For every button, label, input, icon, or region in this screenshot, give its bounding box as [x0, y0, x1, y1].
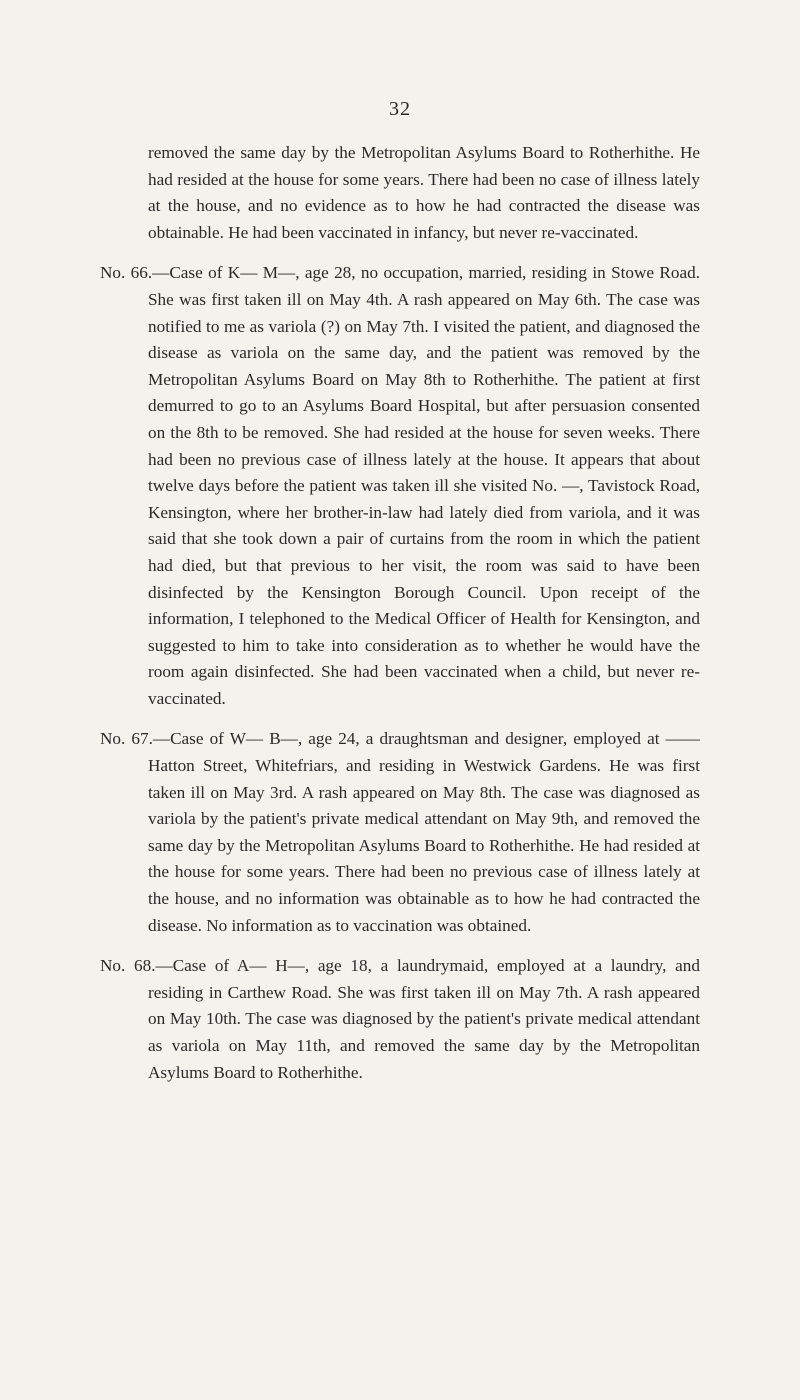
- paragraph-continuation: removed the same day by the Metropolitan Asylums Board to Rotherhithe. He had resided at the house for some years. There had been no case of illness lately at the house, and no evidence as to how he had contracted the disease was obtainable. He had been vaccinated in infancy, but never re-vaccinated.: [148, 143, 700, 242]
- page-number: 32: [389, 98, 411, 120]
- paragraph-case-68: No. 68.—Case of A— H—, age 18, a laundrymaid, employed at a laundry, and residing in Carthew Road. She was first taken ill on May 7th. A rash appeared on May 10th. The case was diagnosed by the patient's private medical attendant as variola on May 11th, and removed the same day by the Metropolitan Asylums Board to Rotherhithe.: [100, 956, 700, 1082]
- text-body: [100, 140, 700, 1100]
- paragraph-case-67: No. 67.—Case of W— B—, age 24, a draughtsman and designer, employed at —— Hatton Street, Whitefriars, and residing in Westwick Gardens. He was first taken ill on May 3rd. A rash appeared on May 8th. The case was diagnosed as variola by the patient's private medical attendant on May 9th, and removed the same day by the Metropolitan Asylums Board to Rotherhithe. He had resided at the house for some years. There had been no previous case of illness lately at the house, and no information was obtainable as to how he had contracted the disease. No information as to vaccination was obtained.: [100, 729, 700, 935]
- paragraph-case-66: No. 66.—Case of K— M—, age 28, no occupation, married, residing in Stowe Road. She was first taken ill on May 4th. A rash appeared on May 6th. The case was notified to me as variola (?) on May 7th. I visited the patient, and diagnosed the disease as variola on the same day, and the patient was removed by the Metropolitan Asylums Board on May 8th to Rotherhithe. The patient at first demurred to go to an Asylums Board Hospital, but after persuasion consented on the 8th to be removed. She had resided at the house for seven weeks. There had been no previous case of illness lately at the house. It appears that about twelve days before the patient was taken ill she visited No. —, Tavistock Road, Kensington, where her brother-in-law had lately died from variola, and it was said that she took down a pair of curtains from the room in which the patient had died, but that previous to her visit, the room was said to have been disinfected by the Kensington Borough Council. Upon receipt of the information, I telephoned to the Medical Officer of Health for Kensington, and suggested to him to take into consideration as to whether he would have the room again disinfected. She had been vaccinated when a child, but never re-vaccinated.: [100, 263, 700, 708]
